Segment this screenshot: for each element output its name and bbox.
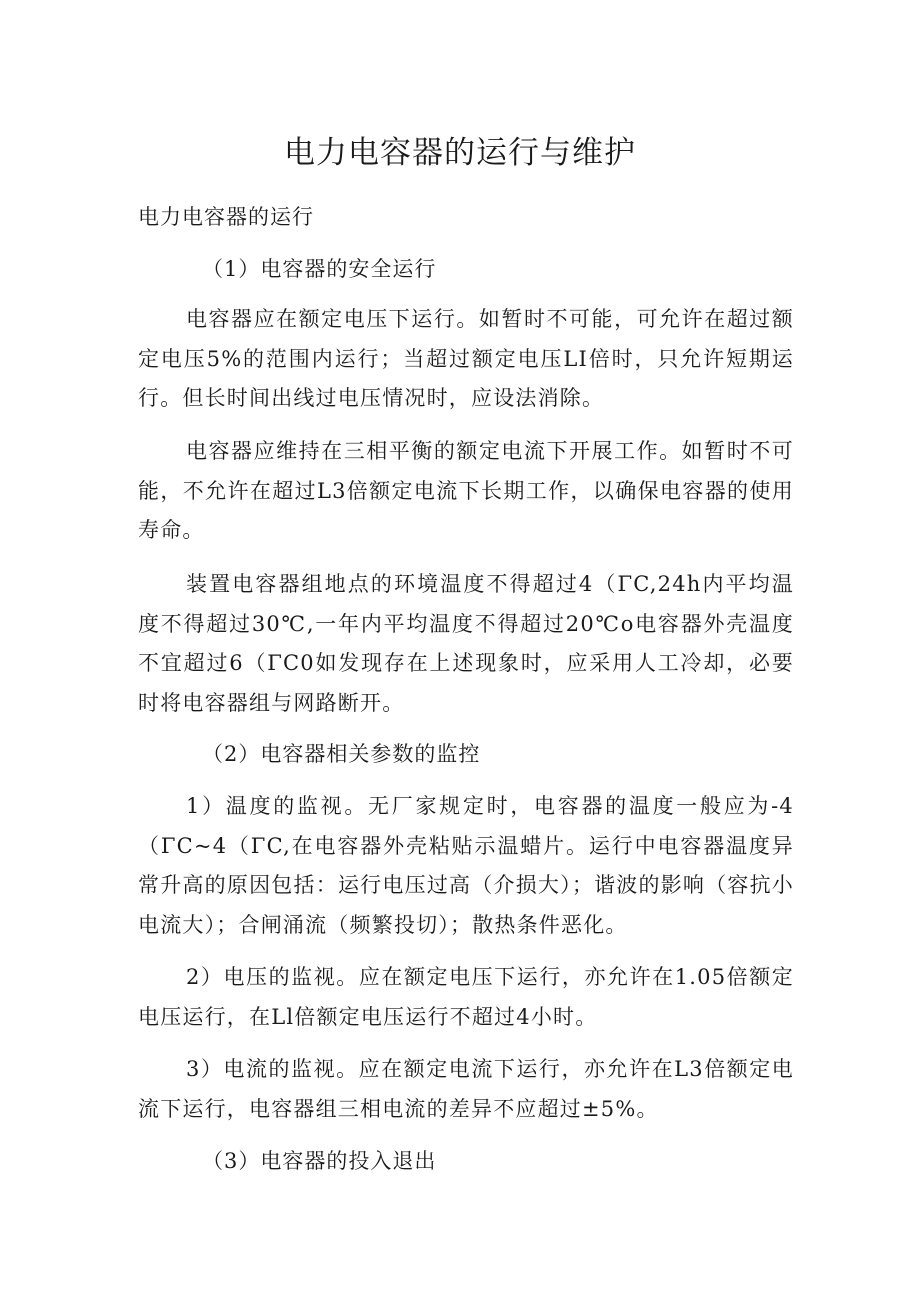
paragraph-current-monitoring: 3）电流的监视。应在额定电流下运行，亦允许在L3倍额定电流下运行，电容器组三相电流的差异不应超过±5%。 <box>138 1057 794 1121</box>
paragraph-ambient-temperature: 装置电容器组地点的环境温度不得超过4（ΓC,24h内平均温度不得超过30℃,一年内平均温度不得超过20℃o电容器外壳温度不宜超过6（ΓC0如发现存在上述现象时，应采用人工冷却，必要时将电容器组与网路断开。 <box>138 572 794 715</box>
document-title: 电力电容器的运行与维护 <box>284 135 636 171</box>
paragraph-rated-current: 电容器应维持在三相平衡的额定电流下开展工作。如暂时不可能，不允许在超过L3倍额定电流下长期工作，以确保电容器的使用寿命。 <box>138 439 794 542</box>
paragraph-voltage-monitoring: 2）电压的监视。应在额定电压下运行，亦允许在1.05倍额定电压运行，在Ll倍额定电压运行不超过4小时。 <box>138 965 794 1029</box>
paragraph-temperature-monitoring: 1）温度的监视。无厂家规定时，电容器的温度一般应为-4（ΓC~4（ΓC,在电容器外壳粘贴示温蜡片。运行中电容器温度异常升高的原因包括：运行电压过高（介损大）；谐波的影响（容抗小电流大）；合闸涌流（频繁投切）；散热条件恶化。 <box>138 794 794 937</box>
subheading-parameter-monitoring: （2）电容器相关参数的监控 <box>202 742 481 766</box>
subheading-switching: （3）电容器的投入退出 <box>202 1149 437 1173</box>
subheading-safe-operation: （1）电容器的安全运行 <box>202 257 437 281</box>
paragraph-rated-voltage: 电容器应在额定电压下运行。如暂时不可能，可允许在超过额定电压5%的范围内运行；当超过额定电压LI倍时，只允许短期运行。但长时间出线过电压情况时，应设法消除。 <box>138 307 794 410</box>
section-heading: 电力电容器的运行 <box>138 205 314 229</box>
